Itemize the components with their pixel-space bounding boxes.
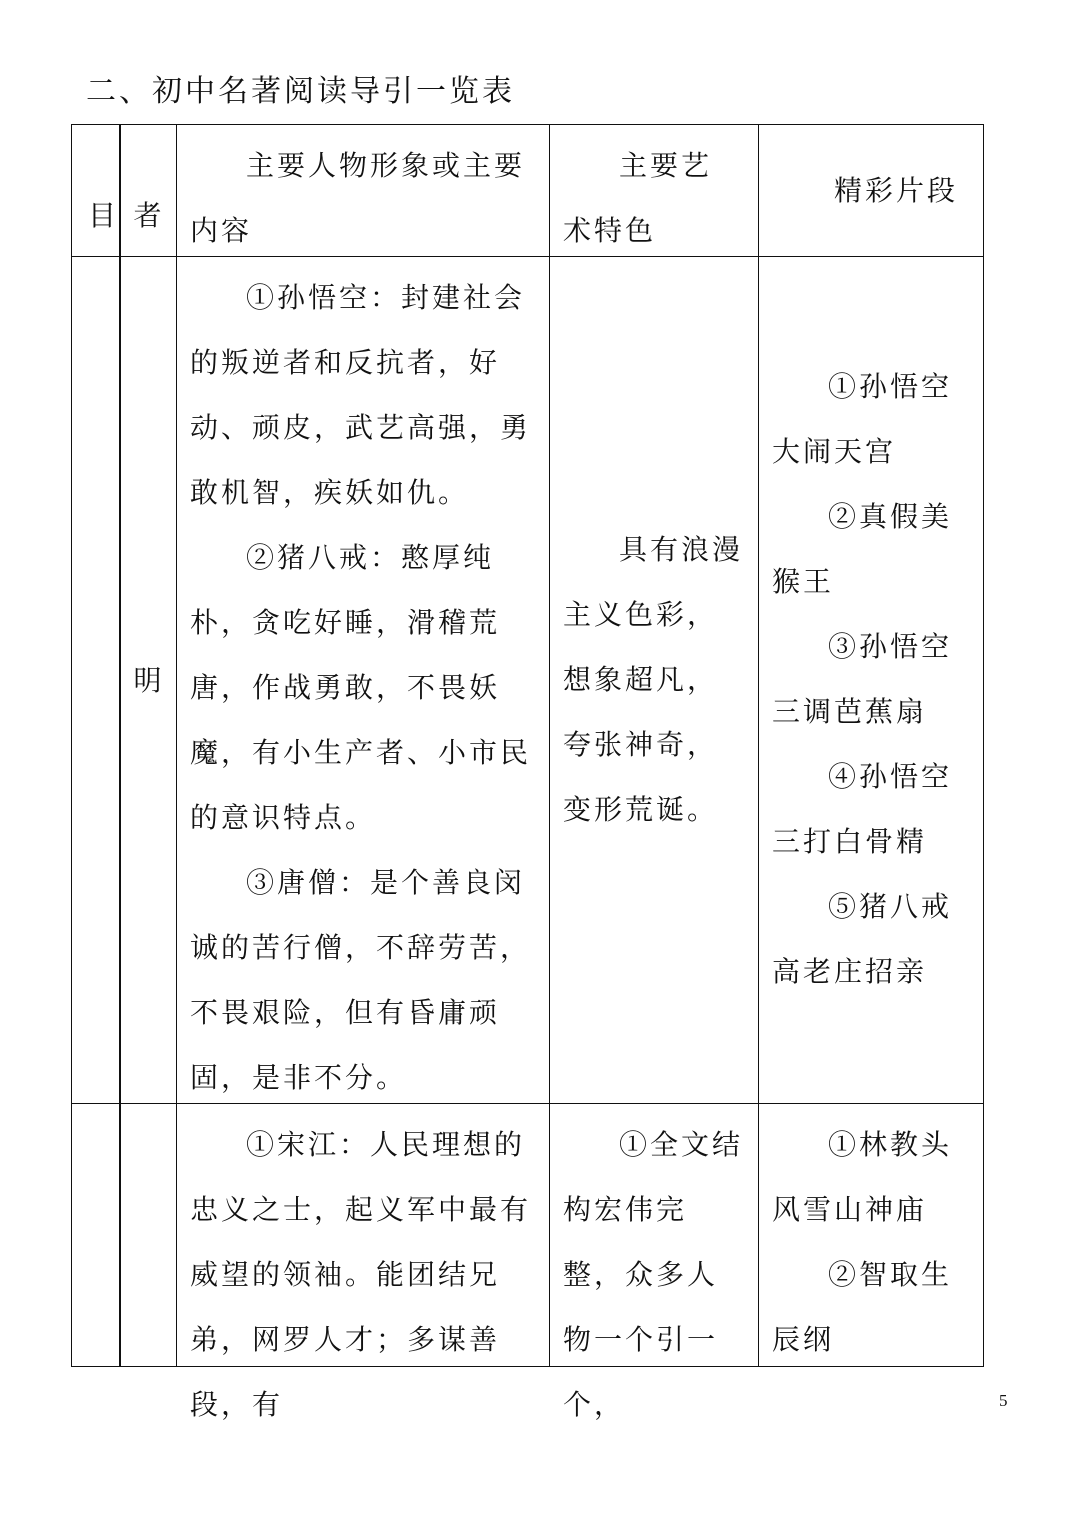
row1-features-cell [550, 257, 759, 1104]
header-excerpts-text: 精彩片段 [834, 174, 959, 207]
table-row [72, 1104, 984, 1367]
header-cell-author [120, 125, 177, 257]
row1-title-cell [72, 257, 120, 1104]
row2-author-cell [120, 1104, 177, 1367]
row2-features-text: ①全文结构宏伟完整，众多人物一个引一个， [563, 1128, 744, 1421]
row1-excerpt-3: ③孙悟空三调芭蕉扇 [772, 630, 953, 728]
header-cell-features [550, 125, 759, 257]
row2-excerpt-2: ②智取生辰纲 [772, 1258, 953, 1356]
row1-character-sunwukong: ①孙悟空：封建社会的叛逆者和反抗者，好动、顽皮，武艺高强，勇敢机智，疾妖如仇。 [190, 281, 532, 509]
row1-excerpt-2: ②真假美猴王 [772, 500, 953, 598]
row2-character-songjiang: ①宋江：人民理想的忠义之士，起义军中最有威望的领袖。能团结兄弟，网罗人才；多谋善段，有 [190, 1128, 532, 1421]
row2-characters-cell [177, 1104, 550, 1421]
row1-author-cell [120, 257, 177, 1104]
row2-excerpt-1: ①林教头风雪山神庙 [772, 1128, 953, 1226]
header-characters-text: 主要人物形象或主要内容 [190, 149, 526, 247]
row1-character-tangseng: ③唐僧：是个善良闵诚的苦行僧，不辞劳苦，不畏艰险，但有昏庸顽固，是非不分。 [190, 866, 532, 1094]
row1-features-text: 具有浪漫主义色彩，想象超凡，夸张神奇，变形荒诞。 [563, 533, 744, 826]
header-cell-characters [177, 125, 550, 257]
reading-guide-table [71, 124, 984, 1421]
row1-characters-cell [177, 257, 550, 1104]
row1-excerpt-1: ①孙悟空大闹天宫 [772, 370, 953, 468]
table-header-row [72, 125, 984, 257]
header-cell-excerpts [759, 125, 984, 257]
page-title: 二、初中名著阅读导引一览表 [86, 74, 515, 109]
row1-excerpts-cell [759, 257, 984, 1104]
header-cell-title [72, 125, 120, 257]
table-row [72, 257, 984, 1104]
row2-features-cell [550, 1104, 759, 1421]
header-author-text: 者 [133, 199, 165, 232]
header-title-text: 目 [88, 199, 120, 232]
row2-title-cell [72, 1104, 120, 1367]
page-number: 5 [999, 1391, 1008, 1410]
row1-excerpt-4: ④孙悟空三打白骨精 [772, 760, 953, 858]
row2-excerpts-cell [759, 1104, 984, 1367]
row1-excerpt-5: ⑤猪八戒高老庄招亲 [772, 890, 953, 988]
row1-character-zhubajie: ②猪八戒：憨厚纯朴，贪吃好睡，滑稽荒唐，作战勇敢，不畏妖魔，有小生产者、小市民的意识特点。 [190, 541, 532, 834]
row1-author-text: 明 [133, 663, 165, 697]
header-features-text: 主要艺术特色 [563, 149, 713, 247]
